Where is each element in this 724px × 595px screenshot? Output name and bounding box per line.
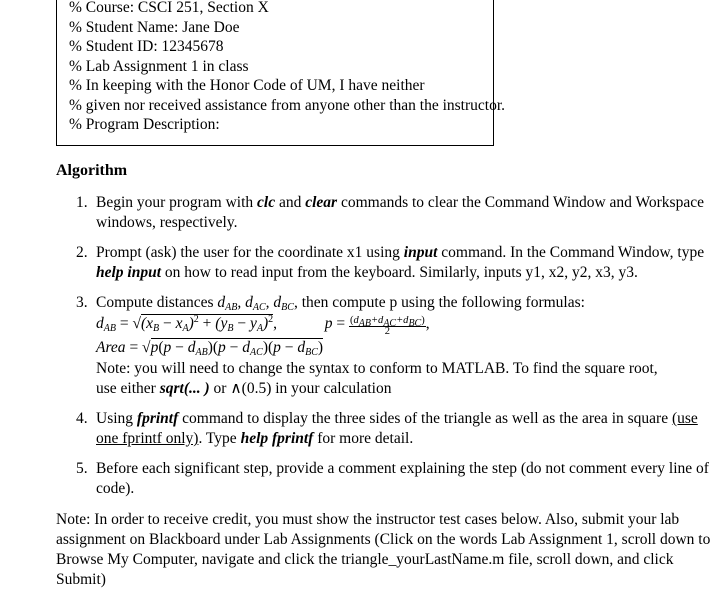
item-3-line-1 xyxy=(96,293,716,313)
item-text: on how to read input from the keyboard. Similarly, inputs y1, x2, y2, x3, y3. xyxy=(161,264,638,281)
item-text: Using xyxy=(96,410,137,427)
item-text: or ∧(0.5) in your calculation xyxy=(209,380,392,397)
item-number: 3. xyxy=(76,294,88,311)
header-line-honor-2: % given nor received assistance from anyone other than the instructor. xyxy=(69,96,506,114)
item-text: use either xyxy=(96,380,160,397)
header-comment-box xyxy=(56,0,506,146)
item-3-note-1: Note: you will need to change the syntax to conform to MATLAB. To find the square root, xyxy=(96,360,658,377)
item-text: for more detail. xyxy=(313,430,414,447)
clear-command: clear xyxy=(305,194,338,211)
fprintf-command: fprintf xyxy=(136,410,179,427)
item-text: Before each significant step, provide a comment explaining the step (do not comment every line of code). xyxy=(96,460,709,497)
area-formula: Area = $√p(p - d_{AB})(p - d_{AC})(p - d_{BC})$ xyxy=(96,339,324,358)
item-text: command to display the three sides of the triangle as well as the area in square xyxy=(178,410,669,427)
item-text: commands to clear the Command Window and Workspace windows, respectively. xyxy=(96,194,704,231)
item-number: 4. xyxy=(76,410,88,427)
help-input-command: help input xyxy=(96,264,162,281)
header-line-honor-1: % In keeping with the Honor Code of UM, I have neither xyxy=(69,77,425,94)
item-text: , then compute p using the following formulas: xyxy=(293,294,585,311)
list-item-1 xyxy=(56,193,716,233)
item-text: Begin your program with xyxy=(96,194,258,211)
item-3-note-2 xyxy=(96,379,716,399)
header-line-lab: % Lab Assignment 1 in class xyxy=(69,57,249,75)
list-item-4 xyxy=(56,409,716,449)
input-command: input xyxy=(403,244,438,261)
item-text: . Type xyxy=(198,430,241,447)
header-line-description: % Program Description: xyxy=(69,116,220,133)
list-item-2 xyxy=(56,243,716,283)
item-text: command. In the Command Window, type xyxy=(437,244,705,261)
item-number: 2. xyxy=(76,244,88,261)
distance-symbols: $d_{AB}$, $d_{AC}$, $d_{BC}$ xyxy=(217,294,294,313)
item-number: 1. xyxy=(76,194,88,211)
item-text: Compute distances xyxy=(96,294,218,311)
clc-command: clc xyxy=(257,194,276,211)
list-item-5 xyxy=(56,459,716,499)
help-fprintf-command: help fprintf xyxy=(240,430,314,447)
distance-formula: $d_{AB} = √(x_B - x_A)^2 + (y_B - y_A)^2$, p = $\frac{(d_{AB}+d_{AC}+d_{BC})}{2}$ , xyxy=(96,313,430,337)
algorithm-list xyxy=(56,193,716,509)
list-item-3 xyxy=(56,293,716,399)
header-line-student-id: % Student ID: 12345678 xyxy=(69,38,224,55)
item-number: 5. xyxy=(76,460,88,477)
sqrt-command: sqrt(... ) xyxy=(159,380,210,397)
use-one-fprintf-note: (use one fprintf only) xyxy=(96,410,698,447)
submission-note: Note: In order to receive credit, you must show the instructor test cases below. Also, submit your lab assignment on Blackboard under Lab Assignments (Click on the words Lab Assignment 1, scroll down to Browse My Computer, navigate and click the triangle_yourLastName.m file, scroll down, and click Submit) xyxy=(56,511,711,588)
header-line-student-name: % Student Name: Jane Doe xyxy=(69,18,240,36)
header-line-course: % Course: CSCI 251, Section X xyxy=(69,0,269,16)
item-text: and xyxy=(275,194,306,211)
algorithm-title: Algorithm xyxy=(56,162,128,179)
item-text: Prompt (ask) the user for the coordinate x1 using xyxy=(96,244,404,261)
